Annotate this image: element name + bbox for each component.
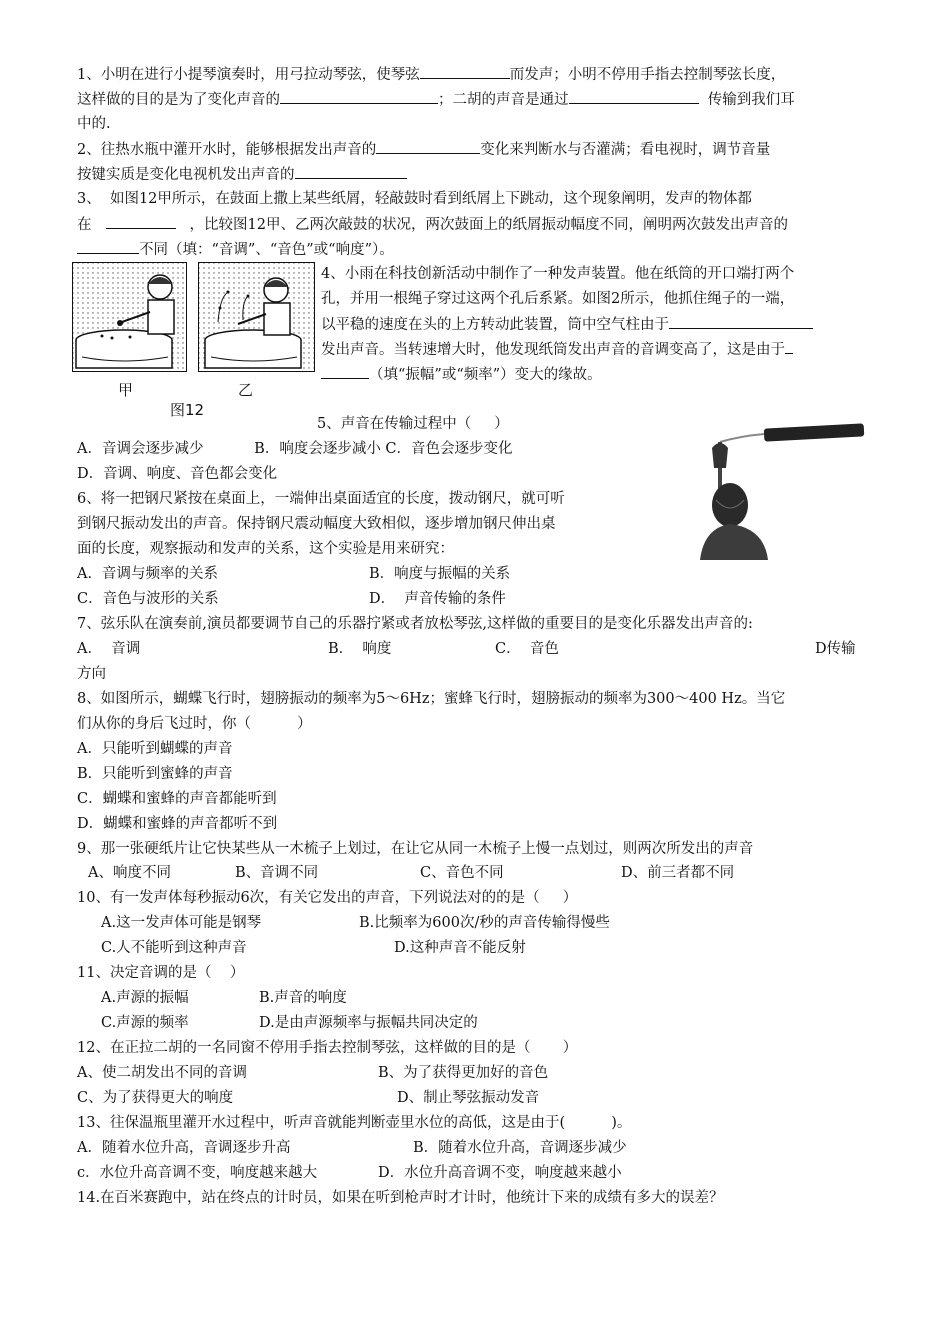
q2-line1: [77, 137, 770, 162]
q12-option-b: B、为了获得更加好的音色: [378, 1065, 549, 1081]
answer-blank[interactable]: [295, 162, 407, 179]
q6-option-b: B．响度与振幅的关系: [369, 566, 511, 582]
q14-stem: 14.在百米赛跑中，站在终点的计时员，如果在听到枪声时才计时，他统计下来的成绩有多大的误差？: [77, 1190, 724, 1206]
q7-stem: 7、弦乐队在演奏前,演员都要调节自己的乐器拧紧或者放松琴弦,这样做的重要目的是变化乐器发出声音的:: [77, 616, 753, 632]
q4-text: （填“振幅”或“频率”）变大的缘故。: [369, 367, 602, 383]
figure-12-caption: 图12: [170, 401, 205, 419]
figure-label-b: 乙: [238, 381, 254, 399]
q8-option-c: C．蝴蝶和蜜蜂的声音都能听到: [77, 791, 277, 807]
q13-option-a: A．随着水位升高，音调逐步升高: [77, 1140, 291, 1156]
q2-text: 变化来判断水与否灌满；看电视时，调节音量: [480, 142, 771, 158]
answer-blank[interactable]: [106, 212, 176, 229]
q6-option-d: D． 声音传输的条件: [369, 591, 506, 607]
q4-line5: [321, 362, 602, 387]
q2-line2: [77, 162, 407, 187]
q1-text: 传输到我们耳: [698, 92, 795, 108]
q4-line4: [321, 337, 793, 362]
q4-line2: 孔，并用一根绳子穿过这两个孔后系紧。如图2所示，他抓住绳子的一端，: [321, 291, 795, 307]
q9-option-c: C、音色不同: [420, 865, 504, 881]
q3-line2: [77, 212, 788, 237]
figure-12a-drum-image: [72, 262, 187, 372]
q10-option-a: A.这一发声体可能是钢琴: [101, 915, 262, 931]
q11-stem: 11、决定音调的是（ ）: [77, 965, 245, 981]
q11-option-d: D.是由声源频率与振幅共同决定的: [259, 1015, 478, 1031]
figure-12b-drum-image: [198, 262, 315, 372]
q7-option-a: A． 音调: [77, 641, 141, 657]
q12-option-c: C、为了获得更大的响度: [77, 1090, 234, 1106]
q4-text: 以平稳的速度在头的上方转动此装置，筒中空气柱由于: [321, 317, 669, 333]
q6-line2: 到钢尺振动发出的声音。保持钢尺震动幅度大致相似，逐步增加钢尺伸出桌: [77, 516, 556, 532]
q7-option-d: D传输: [815, 641, 856, 657]
q4-text: 发出声音。当转速增大时，他发现纸筒发出声音的音调变高了，这是由于: [321, 342, 785, 358]
q1-line1: [77, 62, 785, 87]
q1-line2: [77, 87, 795, 112]
q7-option-c: C． 音色: [495, 641, 559, 657]
q5-stem: 5、声音在传输过程中（ ）: [317, 416, 509, 432]
q3-line1: 3、 如图12甲所示，在鼓面上撒上某些纸屑，轻敲鼓时看到纸屑上下跳动，这个现象阐明，发声的物体都: [77, 191, 752, 207]
answer-blank[interactable]: [420, 62, 510, 79]
q4-line3: [321, 312, 813, 337]
answer-blank[interactable]: [669, 312, 813, 329]
answer-blank[interactable]: [785, 337, 793, 354]
q9-option-d: D、前三者都不同: [621, 865, 735, 881]
q6-option-a: A．音调与频率的关系: [77, 566, 218, 582]
q4-line1: 4、小雨在科技创新活动中制作了一种发声装置。他在纸筒的开口端打两个: [321, 266, 795, 282]
q10-option-d: D.这种声音不能反射: [394, 940, 526, 956]
answer-blank[interactable]: [569, 87, 699, 104]
q2-text: 按键实质是变化电视机发出声音的: [77, 167, 295, 183]
q1-text: 而发声；小明不停用手指去控制琴弦长度，: [509, 67, 786, 83]
q8-line2: 们从你的身后飞过时，你（ ）: [77, 716, 312, 732]
q6-option-c: C．音色与波形的关系: [77, 591, 219, 607]
q7-option-b: B． 响度: [328, 641, 392, 657]
q2-text: 2、往热水瓶中灌开水时，能够根据发出声音的: [77, 142, 377, 158]
q10-option-b: B.比频率为600次/秒的声音传输得慢些: [359, 915, 610, 931]
answer-blank[interactable]: [321, 362, 369, 379]
q8-option-a: A．只能听到蝴蝶的声音: [77, 741, 233, 757]
q12-option-d: D、制止琴弦振动发音: [397, 1090, 540, 1106]
q10-stem: 10、有一发声体每秒振动6次，有关它发出的声音，下列说法对的的是（ ）: [77, 890, 578, 906]
answer-blank[interactable]: [376, 137, 480, 154]
answer-blank[interactable]: [77, 237, 139, 254]
q8-line1: 8、如图所示，蝴蝶飞行时，翅膀振动的频率为5～6Hz；蜜蜂飞行时，翅膀振动的频率为300～400 Hz。当它: [77, 691, 786, 707]
q6-line1: 6、将一把钢尺紧按在桌面上，一端伸出桌面适宜的长度，拨动钢尺，就可听: [77, 491, 565, 507]
q1-text: ；二胡的声音是通过: [438, 92, 569, 108]
q3-text: ，比较图12甲、乙两次敲鼓的状况，两次鼓面上的纸屑振动幅度不同，阐明两次鼓发出声音的: [189, 217, 788, 233]
q5-options-1: A．音调会逐步减少 B．响度会逐步减小 C．音色会逐步变化: [77, 441, 513, 457]
q8-option-d: D．蝴蝶和蜜蜂的声音都听不到: [77, 816, 278, 832]
q1-text: 这样做的目的是为了变化声音的: [77, 92, 280, 108]
q8-option-b: B．只能听到蜜蜂的声音: [77, 766, 233, 782]
q12-stem: 12、在正拉二胡的一名同窗不停用手指去控制琴弦，这样做的目的是（ ）: [77, 1040, 578, 1056]
q11-option-a: A.声源的振幅: [101, 990, 189, 1006]
q3-text: 在: [77, 217, 92, 233]
q5-options-2: D．音调、响度、音色都会变化: [77, 466, 278, 482]
q3-line3: [77, 237, 394, 262]
q13-option-b: B．随着水位升高，音调逐步减少: [413, 1140, 627, 1156]
figure-2-photo: [680, 420, 868, 560]
q1-line3: 中的.: [77, 116, 111, 132]
q6-line3: 面的长度，观察振动和发声的关系，这个实验是用来研究：: [77, 541, 454, 557]
q7-option-d-cont: 方向: [77, 666, 106, 682]
q3-text: 不同（填：“音调”、“音色”或“响度”）。: [139, 242, 394, 258]
q9-option-a: A、响度不同: [88, 865, 171, 881]
q11-option-c: C.声源的频率: [101, 1015, 189, 1031]
answer-blank[interactable]: [280, 87, 438, 104]
q1-text: 1、小明在进行小提琴演奏时，用弓拉动琴弦，使琴弦: [77, 67, 420, 83]
q12-option-a: A、使二胡发出不同的音调: [77, 1065, 247, 1081]
figure-label-a: 甲: [118, 381, 134, 399]
q10-option-c: C.人不能听到这种声音: [101, 940, 247, 956]
q13-stem: 13、往保温瓶里灌开水过程中，听声音就能判断壶里水位的高低，这是由于( )。: [77, 1115, 632, 1131]
q11-option-b: B.声音的响度: [259, 990, 347, 1006]
q9-stem: 9、那一张硬纸片让它快某些从一木梳子上划过，在让它从同一木梳子上慢一点划过，则两次所发出的声音: [77, 841, 754, 857]
q9-option-b: B、音调不同: [235, 865, 319, 881]
q13-option-d: D．水位升高音调不变，响度越来越小: [378, 1165, 622, 1181]
q13-option-c: c．水位升高音调不变，响度越来越大: [77, 1165, 318, 1181]
